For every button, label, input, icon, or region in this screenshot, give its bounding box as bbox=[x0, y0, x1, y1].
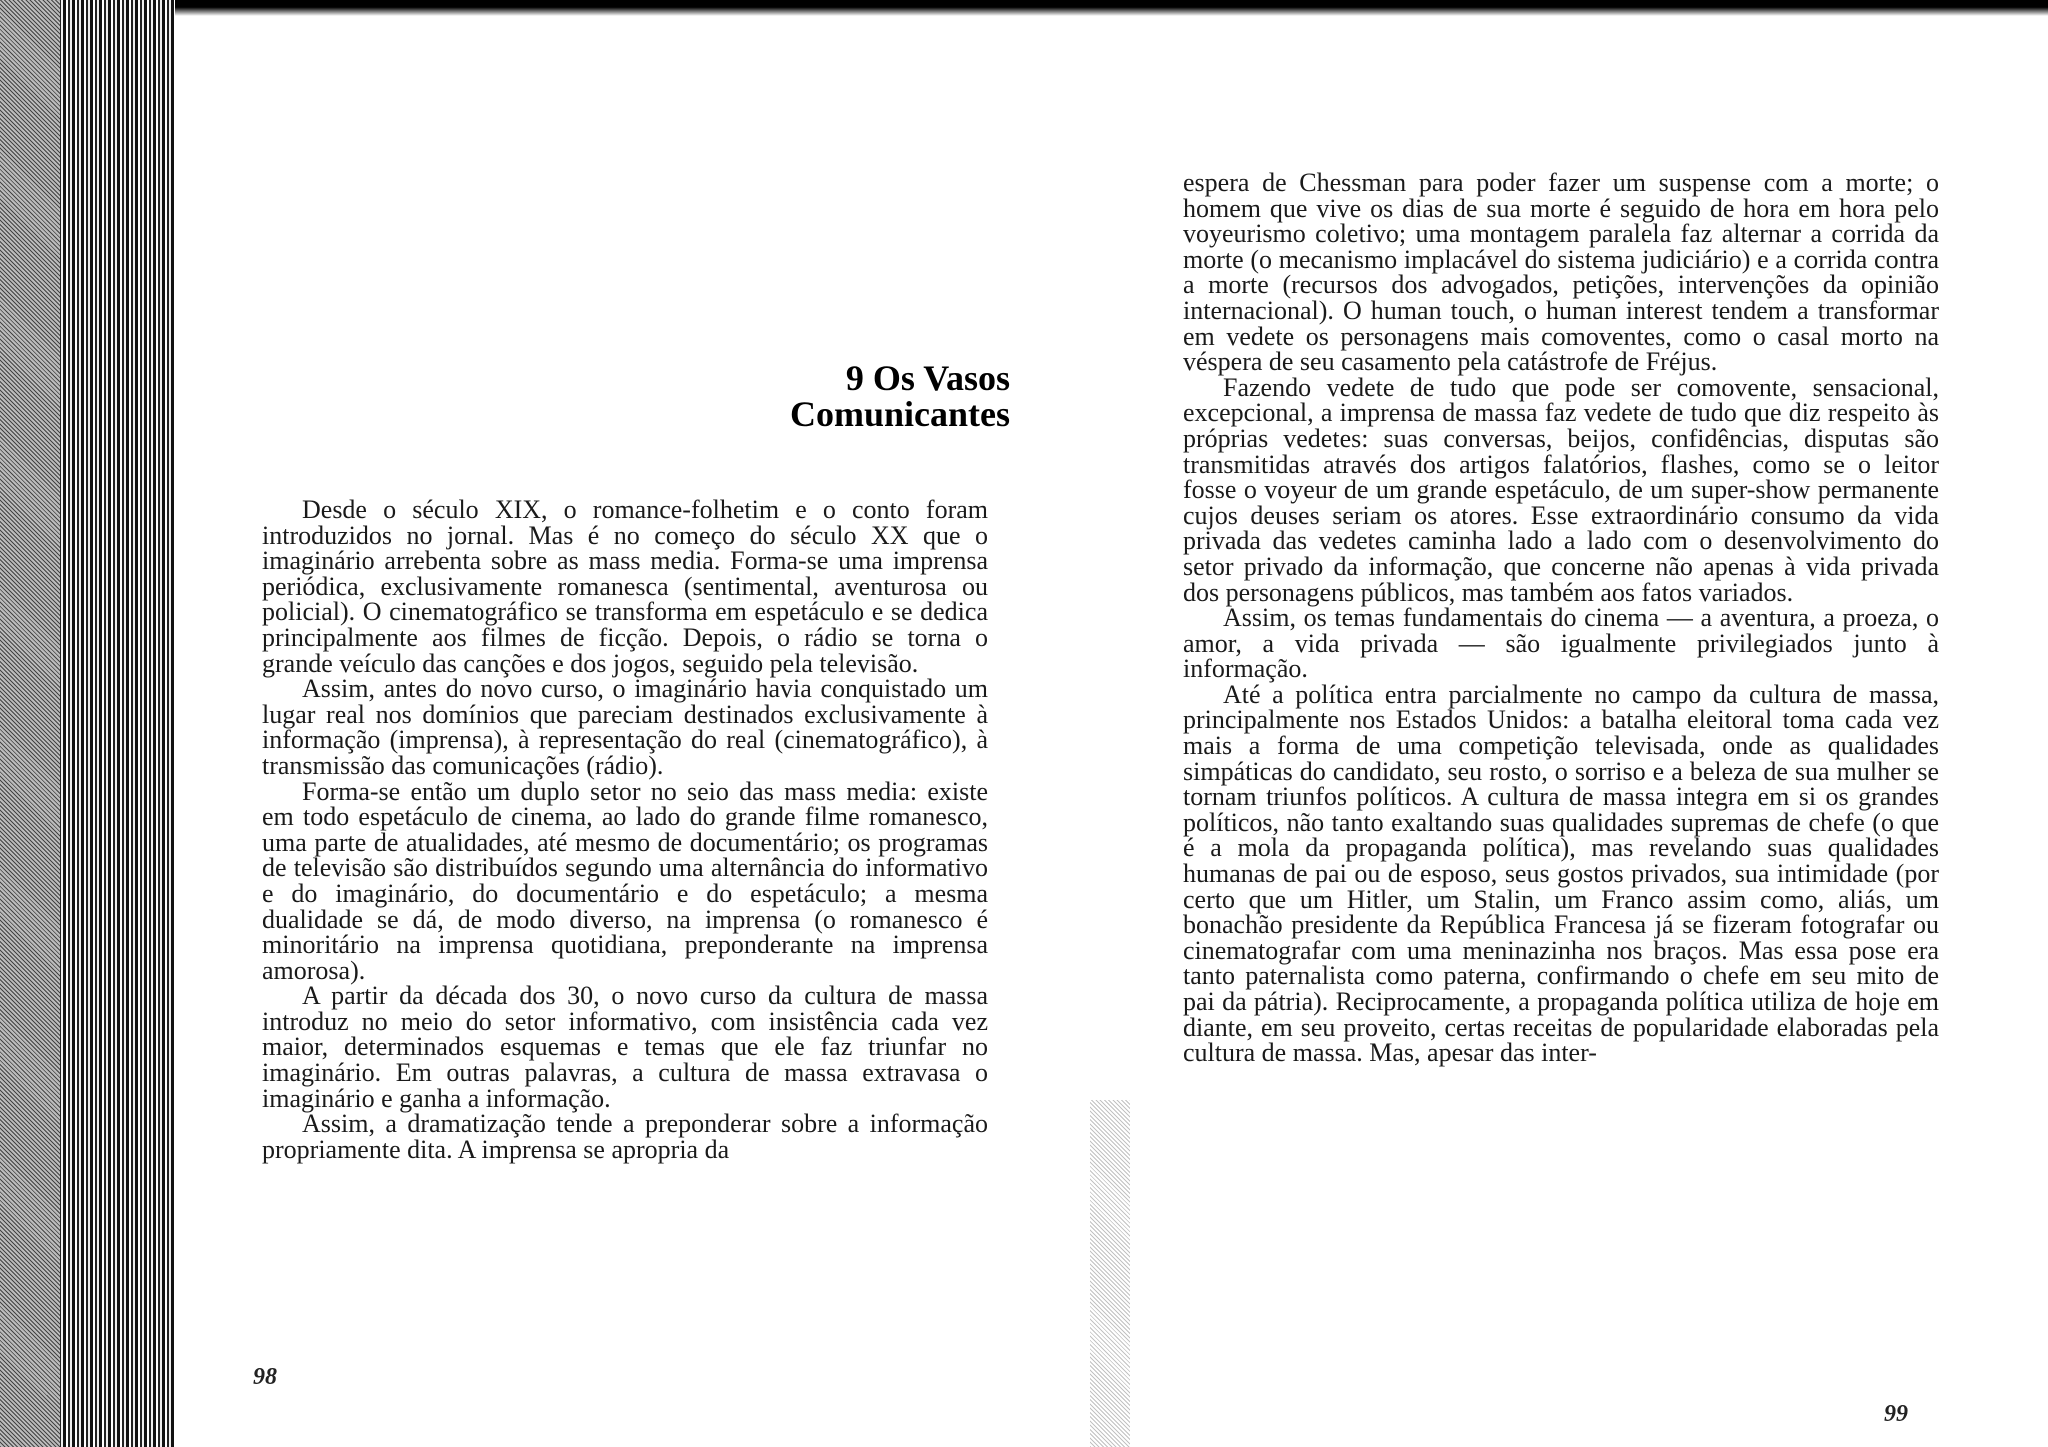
chapter-title-line-1: 9 Os Vasos bbox=[845, 358, 1010, 398]
right-page-text bbox=[1183, 170, 1939, 1066]
right-paragraph: Fazendo vedete de tudo que pode ser comovente, sensacional, excepcional, a imprensa de massa faz vedete de tudo que diz respeito às próprias vedetes: suas conversas, beijos, confidências, disputas são transmitidas através dos artigos falatórios, flashes, como se o leitor fosse o voyeur de um grande espetáculo, de um super-show permanente cujos deuses seriam os atores. Esse extraordinário consumo da vida privada das vedetes caminha lado a lado com o desenvolvimento do setor privado da informação, que concerne não apenas à vida privada dos personagens públicos, mas também aos fatos variados. bbox=[1183, 372, 1939, 607]
page-number-left: 98 bbox=[253, 1364, 277, 1390]
book-gutter bbox=[1090, 1100, 1130, 1447]
left-page-text bbox=[262, 497, 988, 1162]
left-paragraph: Desde o século XIX, o romance-folhetim e o conto foram introduzidos no jornal. Mas é no começo do século XX que o imaginário arrebenta sobre as mass media. Forma-se uma imprensa periódica, exclusivamente romanesca (sentimental, aventurosa ou policial). O cinematográfico se transforma em espetáculo e se dedica principalmente aos filmes de ficção. Depois, o rádio se torna o grande veículo das canções e dos jogos, seguido pela televisão. bbox=[262, 495, 988, 678]
left-paragraph: Assim, a dramatização tende a preponderar sobre a informação propriamente dita. A imprensa se apropria da bbox=[262, 1109, 988, 1164]
left-paragraph: A partir da década dos 30, o novo curso da cultura de massa introduz no meio do setor informativo, com insistência cada vez maior, determinados esquemas e temas que ele faz triunfar no imaginário. Em outras palavras, a cultura de massa extravasa o imaginário e ganha a informação. bbox=[262, 981, 988, 1113]
right-paragraph: espera de Chessman para poder fazer um suspense com a morte; o homem que vive os dias de sua morte é seguido de hora em hora pelo voyeurismo coletivo; uma montagem paralela faz alternar a corrida da morte (o mecanismo implacável do sistema judiciário) e a corrida contra a morte (recursos dos advogados, petições, intervenções da opinião internacional). O human touch, o human interest tendem a transformar em vedete os personagens mais comoventes, como o casal morto na véspera de seu casamento pela catástrofe de Fréjus. bbox=[1183, 168, 1939, 377]
chapter-title bbox=[560, 360, 1010, 432]
page-number-right: 99 bbox=[1884, 1401, 1908, 1427]
scan-top-shadow bbox=[175, 0, 2048, 16]
book-spine-left-edge bbox=[0, 0, 175, 1447]
right-paragraph: Assim, os temas fundamentais do cinema — a aventura, a proeza, o amor, a vida privada — são igualmente privilegiados junto à informação. bbox=[1183, 603, 1939, 684]
left-paragraph: Forma-se então um duplo setor no seio das mass media: existe em todo espetáculo de cinema, ao lado do grande filme romanesco, uma parte de atualidades, até mesmo de documentário; os programas de televisão são distribuídos segundo uma alternância do informativo e do imaginário, do documentário e do espetáculo; a mesma dualidade se dá, de modo diverso, na imprensa (o romanesco é minoritário na imprensa quotidiana, preponderante na imprensa amorosa). bbox=[262, 776, 988, 985]
left-paragraph: Assim, antes do novo curso, o imaginário havia conquistado um lugar real nos domínios que pareciam destinados exclusivamente à informação (imprensa), à representação do real (cinematográfico), à transmissão das comunicações (rádio). bbox=[262, 674, 988, 780]
right-paragraph: Até a política entra parcialmente no campo da cultura de massa, principalmente nos Estados Unidos: a batalha eleitoral toma cada vez mais a forma de uma competição televisada, onde as qualidades simpáticas do candidato, seu rosto, o sorriso e a beleza de sua mulher se tornam triunfos políticos. A cultura de massa integra em si os grandes políticos, não tanto exaltando suas qualidades supremas de chefe (o que é a mola da propaganda política), mas revelando suas qualidades humanas de pai ou de esposo, seus gostos privados, sua intimidade (por certo que um Hitler, um Stalin, um Franco assim como, aliás, um bonachão presidente da República Francesa já se fizeram fotografar ou cinematografar com uma meninazinha nos braços. Mas essa pose era tanto paternalista como paterna, confirmando o chefe em seu mito de pai da pátria). Reciprocamente, a propaganda política utiliza de hoje em diante, em seu proveito, certas receitas de popularidade elaboradas pela cultura de massa. Mas, apesar das inter- bbox=[1183, 679, 1939, 1068]
chapter-title-line-2: Comunicantes bbox=[789, 394, 1010, 434]
